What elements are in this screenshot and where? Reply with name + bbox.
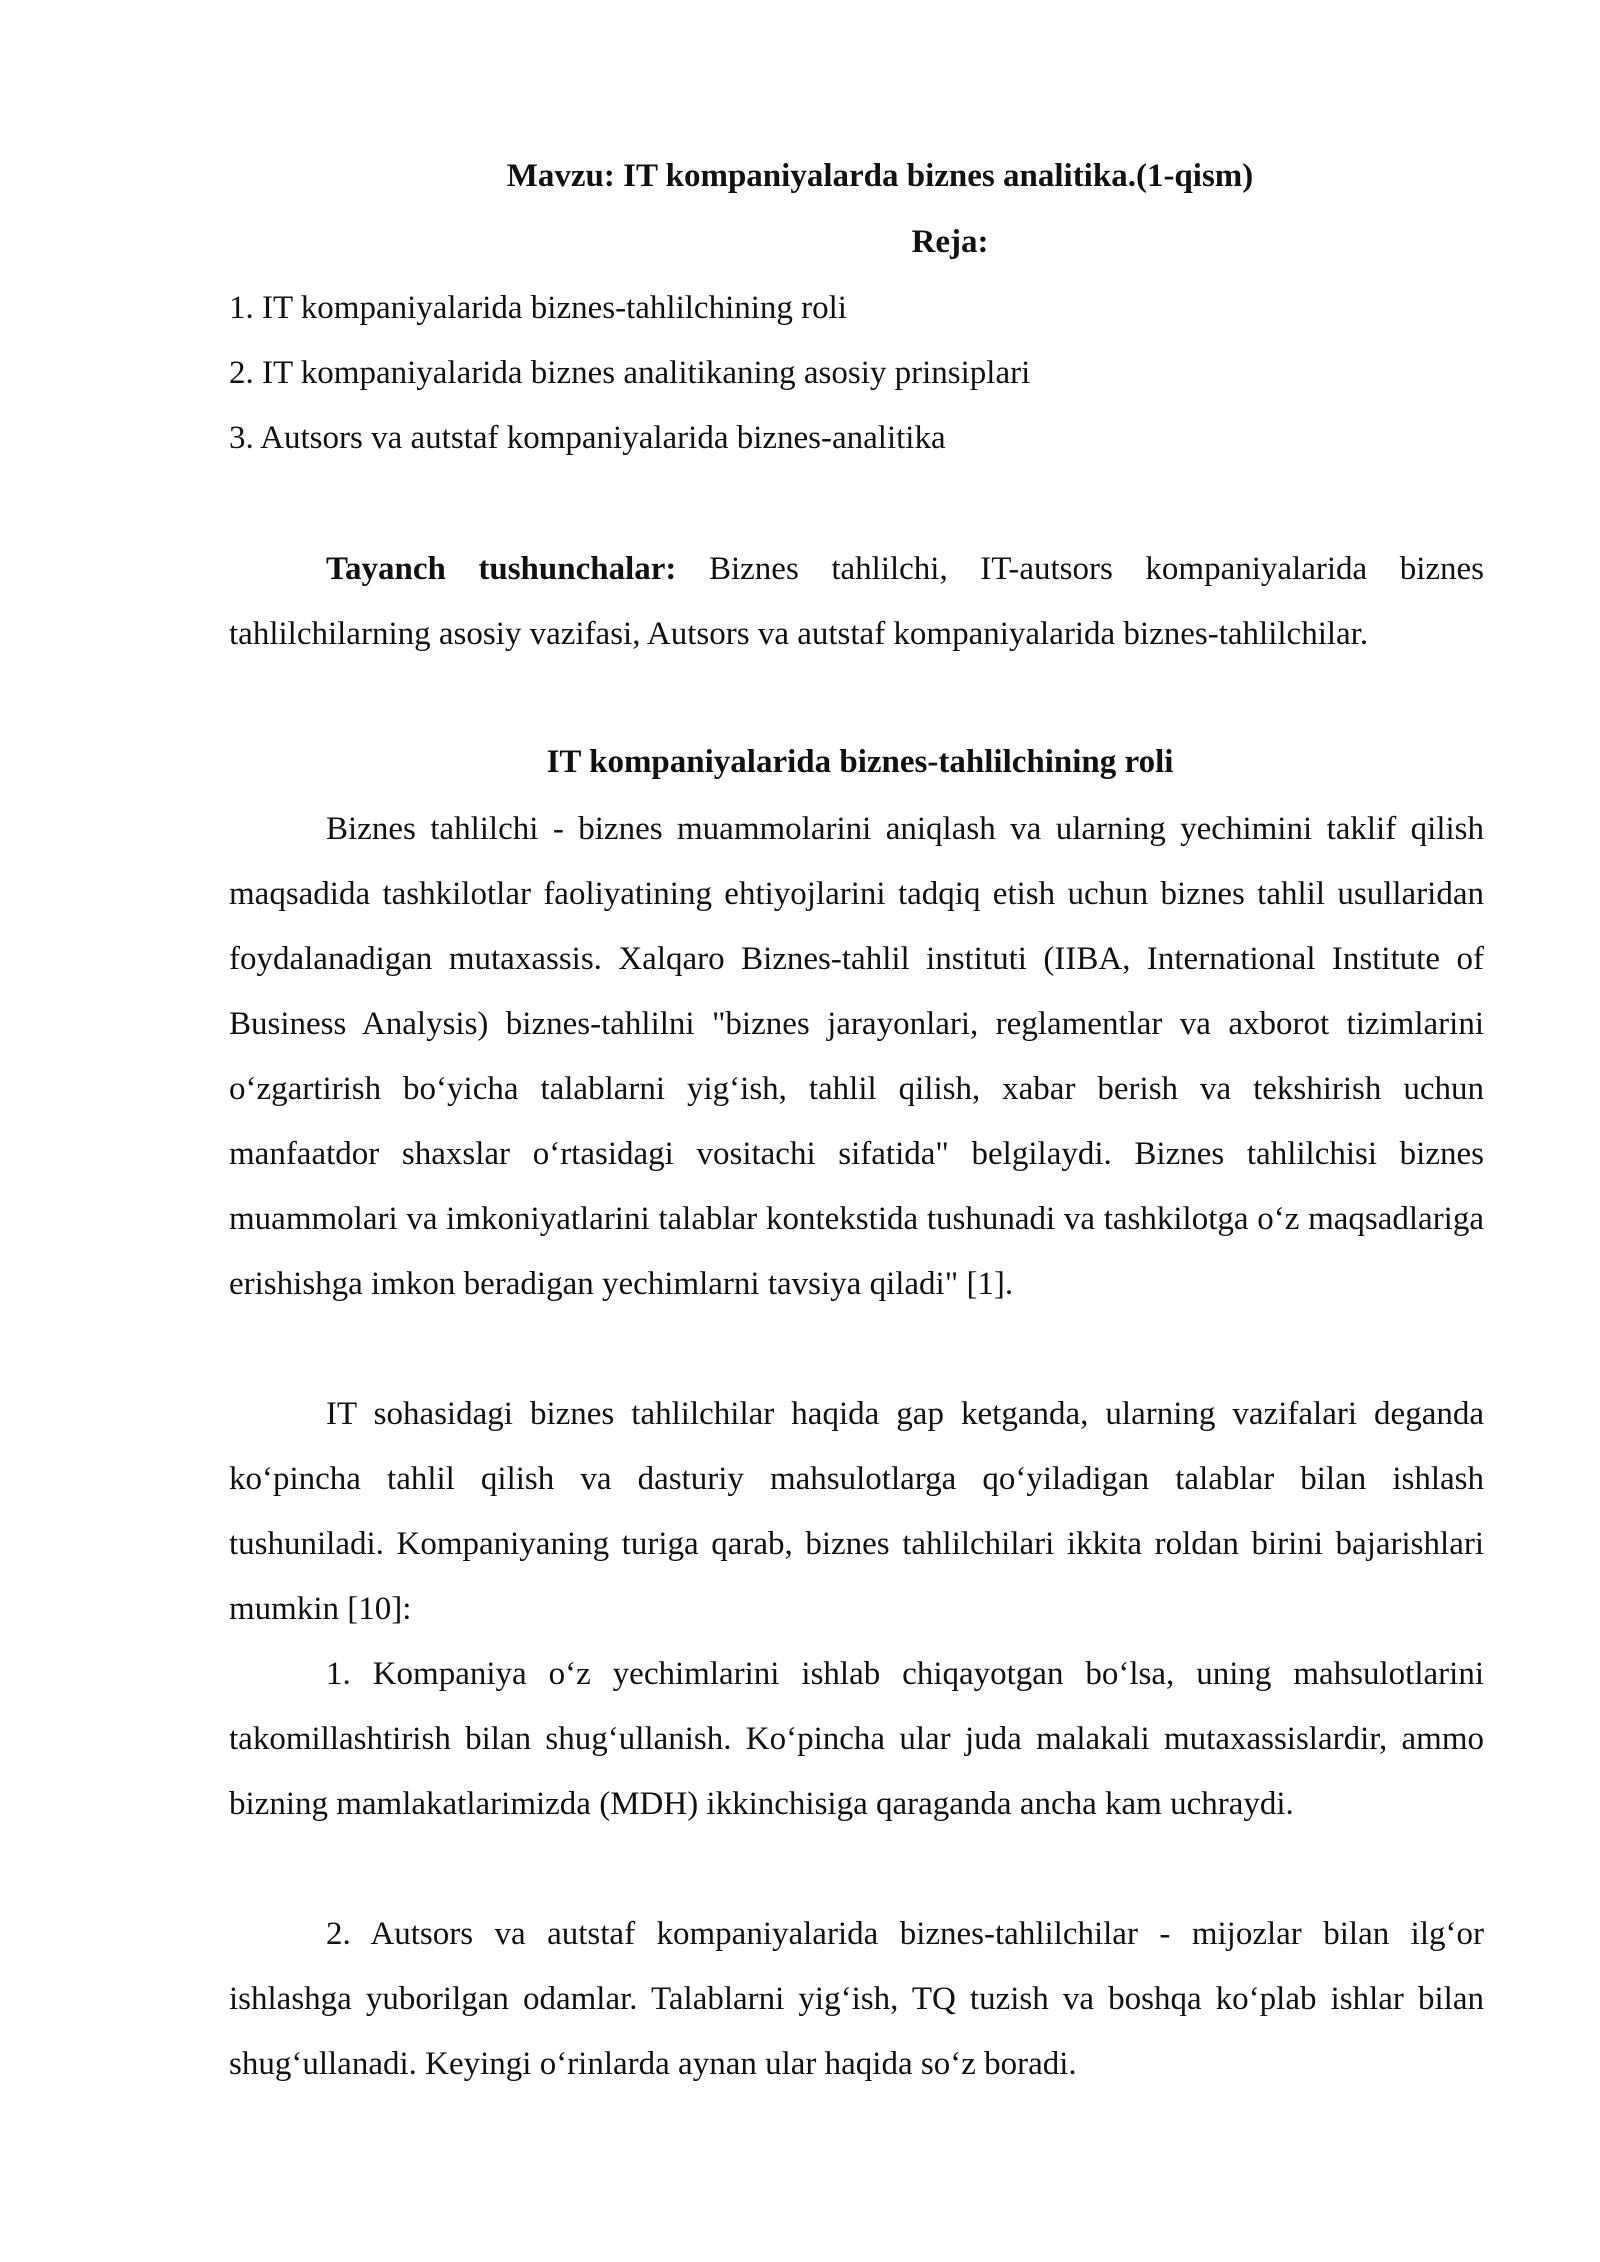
plan-heading: Reja: — [911, 224, 989, 260]
body-paragraph-1: Biznes tahlilchi - biznes muammolarini aniqlash va ularning yechimini taklif qilish maqsadida tashkilotlar faoliyatining ehtiyojlarini tadqiq etish uchun biznes tahlil usullaridan foydalanadigan mutaxassis. Xalqaro Biznes-tahlil instituti (IIBA, International Institute of Business Analysis) biznes-tahlilni "biznes jarayonlari, reglamentlar va axborot tizimlarini o‘zgartirish bo‘yicha talablarni yig‘ish, tahlil qilish, xabar berish va tekshirish uchun manfaatdor shaxslar o‘rtasidagi vositachi sifatida" belgilaydi. Biznes tahlilchisi biznes muammolari va imkoniyatlarini talablar kontekstida tushunadi va tashkilotga o‘z maqsadlariga erishishga imkon beradigan yechimlarni tavsiya qiladi" [1]. — [229, 811, 1484, 1302]
key-concepts-paragraph — [229, 537, 1484, 667]
body-paragraph-4: 2. Autsors va autstaf kompaniyalarida biznes-tahlilchilar - mijozlar bilan ilg‘or ishlashga yuborilgan odamlar. Talablarni yig‘ish, TQ tuzish va boshqa ko‘plab ishlar bilan shug‘ullanadi. Keyingi o‘rinlarda aynan ular haqida so‘z boradi. — [229, 1916, 1484, 2082]
key-concepts-label: Tayanch tushunchalar: — [326, 551, 677, 587]
section-heading: IT kompaniyalarida biznes-tahlilchining roli — [546, 744, 1174, 780]
key-concepts-text: Biznes tahlilchi, IT-autsors kompaniyalarida biznes tahlilchilarning asosiy vazifasi, Autsors va autstaf kompaniyalarida biznes-tahlilchilar. — [229, 551, 1484, 652]
body-paragraph-3: 1. Kompaniya o‘z yechimlarini ishlab chiqayotgan bo‘lsa, uning mahsulotlarini takomillashtirish bilan shug‘ullanish. Ko‘pincha ular juda malakali mutaxassislardir, ammo bizning mamlakatlarimizda (MDH) ikkinchisiga qaraganda ancha kam uchraydi. — [229, 1656, 1484, 1822]
plan-item: 3. Autsors va autstaf kompaniyalarida biznes-analitika — [229, 420, 946, 456]
plan-item: 2. IT kompaniyalarida biznes analitikaning asosiy prinsiplari — [229, 355, 1031, 391]
document-title: Mavzu: IT kompaniyalarda biznes analitika.(1-qism) — [506, 158, 1254, 194]
plan-item: 1. IT kompaniyalarida biznes-tahlilchining roli — [229, 290, 847, 326]
body-paragraph-2: IT sohasidagi biznes tahlilchilar haqida gap ketganda, ularning vazifalari deganda ko‘pincha tahlil qilish va dasturiy mahsulotlarga qo‘yiladigan talablar bilan ishlash tushuniladi. Kompaniyaning turiga qarab, biznes tahlilchilari ikkita roldan birini bajarishlari mumkin [10]: — [229, 1396, 1484, 1627]
plan-list — [229, 276, 1484, 471]
